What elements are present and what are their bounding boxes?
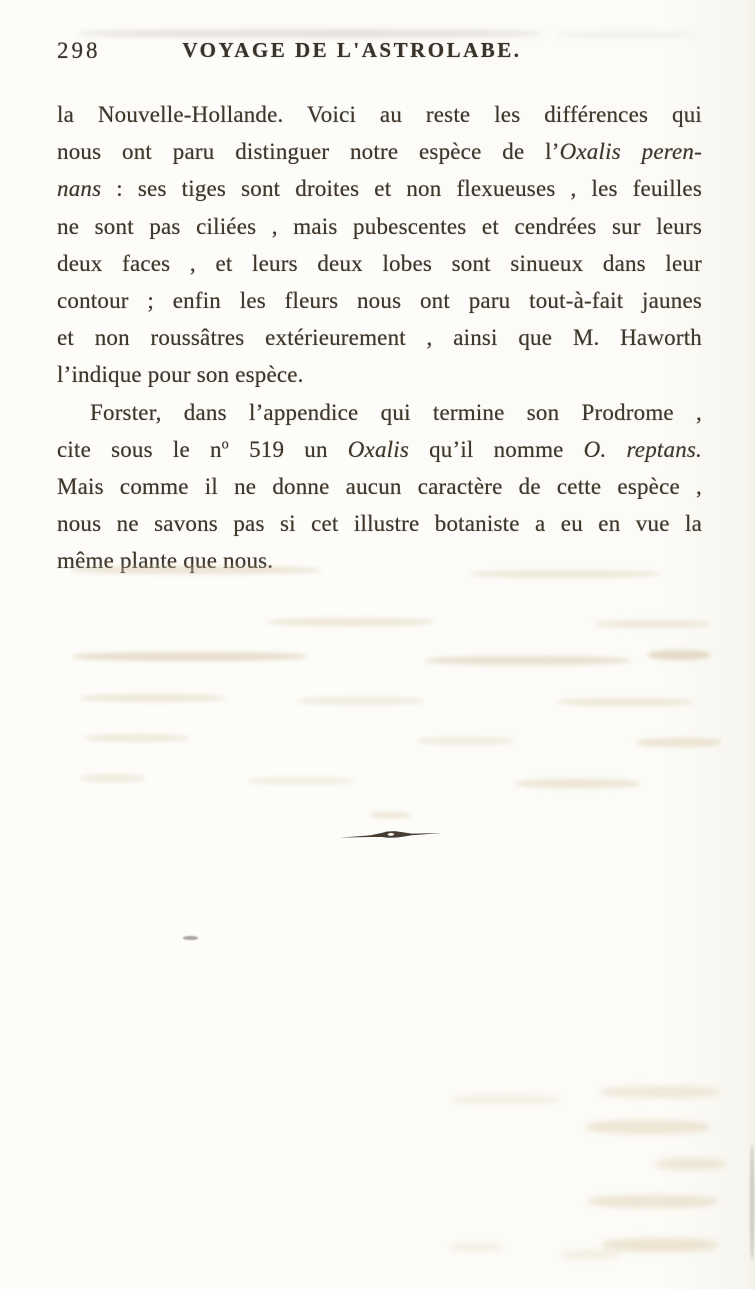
scan-artifact: [72, 652, 307, 661]
text-line: [57, 319, 702, 356]
scan-artifact: [248, 777, 353, 785]
text-segment: et non roussâtres extérieurement , ainsi que M. Haworth: [57, 325, 702, 351]
scan-artifact: [84, 734, 189, 742]
text-segment: 519 un: [228, 436, 348, 462]
text-segment: l’indique pour son espèce.: [57, 362, 304, 388]
scan-artifact: [370, 812, 410, 818]
scan-artifact: [655, 1158, 725, 1170]
scan-artifact: [80, 694, 225, 702]
scan-artifact: [268, 618, 433, 626]
scan-artifact: [750, 1145, 754, 1260]
superscript-text: o: [221, 436, 229, 453]
scan-artifact: [183, 936, 198, 940]
text-line: [57, 96, 702, 133]
scan-artifact: [600, 1086, 720, 1098]
text-segment: : ses tiges sont droites et non flexueuses , les feuilles: [101, 176, 702, 202]
scan-artifact: [80, 774, 145, 782]
text-line: [57, 431, 702, 468]
text-segment: nous ne savons pas si cet illustre botaniste a eu en vue la: [57, 511, 702, 537]
italic-text: Oxalis: [347, 436, 409, 462]
text-segment: la Nouvelle-Hollande. Voici au reste les différences qui: [57, 102, 702, 127]
text-line: [57, 133, 702, 170]
text-line: [57, 170, 702, 207]
scan-artifact: [585, 1120, 710, 1134]
text-segment: ne sont pas ciliées , mais pubescentes et cendrées sur leurs: [57, 213, 702, 239]
text-line: [57, 505, 702, 542]
italic-text: Oxalis peren-: [559, 139, 702, 165]
text-line: [57, 356, 702, 393]
text-line: [57, 282, 702, 319]
scan-artifact: [515, 779, 640, 788]
paragraph: [57, 394, 702, 580]
scan-artifact: [588, 1195, 718, 1208]
scan-artifact: [595, 620, 710, 628]
scan-artifact: [636, 738, 721, 747]
text-segment: Mais comme il ne donne aucun caractère de cette espèce ,: [57, 473, 702, 499]
scan-artifact: [298, 697, 423, 705]
italic-text: nans: [57, 176, 102, 202]
text-block: [57, 96, 702, 579]
italic-text: O. reptans.: [583, 436, 703, 462]
scan-artifact: [648, 650, 710, 660]
scan-artifact: [425, 656, 630, 665]
scan-artifact: [450, 1095, 560, 1104]
text-line: [57, 245, 702, 282]
scan-artifact: [558, 698, 693, 706]
scan-artifact: [602, 1238, 717, 1252]
text-segment: même plante que nous.: [57, 548, 274, 574]
running-head: [57, 36, 702, 66]
paragraph: [57, 96, 702, 394]
tapered-rule-ornament-icon: [340, 827, 442, 844]
page-number: 298: [57, 38, 101, 63]
running-title: VOYAGE DE L'ASTROLABE.: [182, 38, 522, 62]
text-line: [57, 542, 702, 579]
text-segment: nous ont paru distinguer notre espèce de l’: [57, 139, 560, 165]
text-segment: contour ; enfin les fleurs nous ont paru tout-à-fait jaunes: [57, 287, 702, 313]
text-line: [57, 468, 702, 505]
text-segment: cite sous le n: [57, 436, 222, 462]
scan-artifact: [560, 1250, 620, 1259]
scan-artifact: [418, 737, 513, 745]
text-segment: Forster, dans l’appendice qui termine son Prodrome ,: [90, 399, 702, 425]
text-line: [57, 208, 702, 245]
text-segment: deux faces , et leurs deux lobes sont sinueux dans leur: [57, 250, 702, 276]
scan-artifact: [448, 1243, 503, 1251]
text-line: [57, 394, 702, 431]
text-segment: qu’il nomme: [408, 436, 584, 462]
